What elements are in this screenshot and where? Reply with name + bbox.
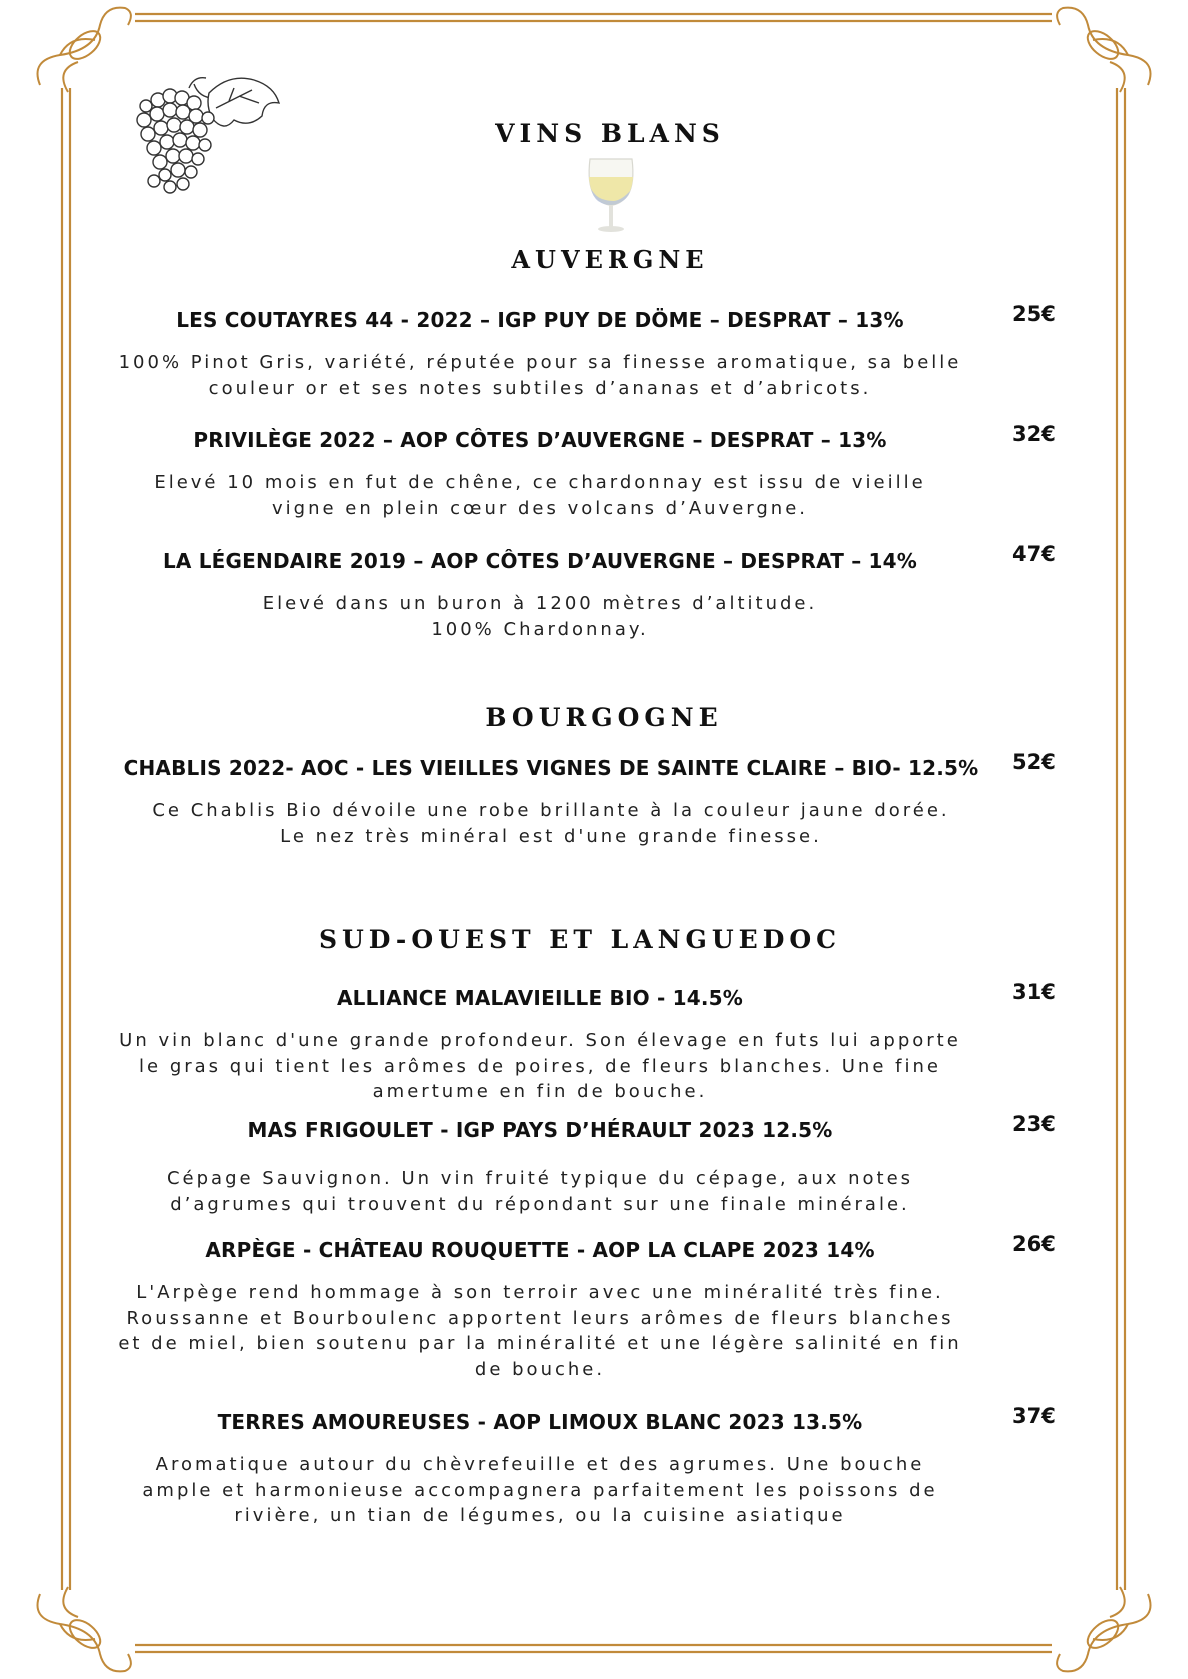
wine-price: 31€ xyxy=(1012,980,1056,1004)
wine-name: LES COUTAYRES 44 - 2022 – IGP PUY DE DÖME – DESPRAT – 13% xyxy=(176,308,904,332)
wine-name: LA LÉGENDAIRE 2019 – AOP CÔTES D’AUVERGNE – DESPRAT – 14% xyxy=(162,549,918,573)
wine-name: CHABLIS 2022- AOC - LES VIEILLES VIGNES DE SAINTE CLAIRE – BIO- 12.5% xyxy=(123,756,979,780)
corner-ornament-bottom-right xyxy=(1057,1587,1150,1671)
wine-description: Cépage Sauvignon. Un vin fruité typique du cépage, aux notes d’agrumes qui trouvent du répondant sur une finale minérale. xyxy=(166,1168,914,1215)
wine-price: 52€ xyxy=(1012,750,1056,774)
corner-ornament-top-left xyxy=(38,8,131,92)
wine-item xyxy=(100,428,980,521)
wine-description: Ce Chablis Bio dévoile une robe brillante à la couleur jaune dorée. Le nez très minéral est d'une grande finesse. xyxy=(152,800,950,847)
wine-item xyxy=(100,1238,980,1382)
wine-description: L'Arpège rend hommage à son terroir avec une minéralité très fine. Roussanne et Bourboulenc apportent leurs arômes de fleurs blanches et de miel, bien soutenu par la minéralité et une légère salinité en fin de bouche. xyxy=(118,1282,962,1380)
wine-item xyxy=(100,549,980,642)
section-title-auvergne: AUVERGNE xyxy=(511,245,709,274)
wine-description: Un vin blanc d'une grande profondeur. Son élevage en futs lui apporte le gras qui tient les arômes de poires, de fleurs blanches. Une fine amertume en fin de bouche. xyxy=(119,1030,961,1102)
wine-name: TERRES AMOUREUSES - AOP LIMOUX BLANC 2023 13.5% xyxy=(217,1410,863,1434)
wine-name: MAS FRIGOULET - IGP PAYS D’HÉRAULT 2023 12.5% xyxy=(247,1118,833,1142)
wine-item xyxy=(100,308,980,401)
wine-price: 26€ xyxy=(1012,1232,1056,1256)
wine-price: 25€ xyxy=(1012,302,1056,326)
wine-item xyxy=(100,1410,980,1529)
corner-ornament-top-right xyxy=(1057,8,1150,92)
section-title-sud-ouest-languedoc: SUD-OUEST ET LANGUEDOC xyxy=(318,925,842,954)
corner-ornament-bottom-left xyxy=(38,1587,131,1671)
wine-description: Elevé dans un buron à 1200 mètres d’altitude. 100% Chardonnay. xyxy=(262,593,818,640)
wine-item xyxy=(100,1118,980,1217)
wine-name: PRIVILÈGE 2022 – AOP CÔTES D’AUVERGNE – DESPRAT – 13% xyxy=(193,428,887,452)
wine-description: 100% Pinot Gris, variété, réputée pour sa finesse aromatique, sa belle couleur or et ses notes subtiles d’ananas et d’abricots. xyxy=(118,352,962,399)
page-title: VINS BLANS xyxy=(495,119,725,148)
wine-description: Aromatique autour du chèvrefeuille et des agrumes. Une bouche ample et harmonieuse accompagnera parfaitement les poissons de rivière, un tian de légumes, ou la cuisine asiatique xyxy=(142,1454,938,1526)
white-wine-glass-icon xyxy=(584,155,638,235)
wine-price: 47€ xyxy=(1012,542,1056,566)
wine-name: ARPÈGE - CHÂTEAU ROUQUETTE - AOP LA CLAPE 2023 14% xyxy=(205,1238,875,1262)
wine-description: Elevé 10 mois en fut de chêne, ce chardonnay est issu de vieille vigne en plein cœur des volcans d’Auvergne. xyxy=(154,472,926,519)
wine-price: 37€ xyxy=(1012,1404,1056,1428)
wine-item xyxy=(100,986,980,1105)
section-title-bourgogne: BOURGOGNE xyxy=(485,703,723,732)
wine-item xyxy=(96,756,1006,849)
wine-price: 23€ xyxy=(1012,1112,1056,1136)
wine-name: ALLIANCE MALAVIEILLE BIO - 14.5% xyxy=(336,986,743,1010)
wine-price: 32€ xyxy=(1012,422,1056,446)
